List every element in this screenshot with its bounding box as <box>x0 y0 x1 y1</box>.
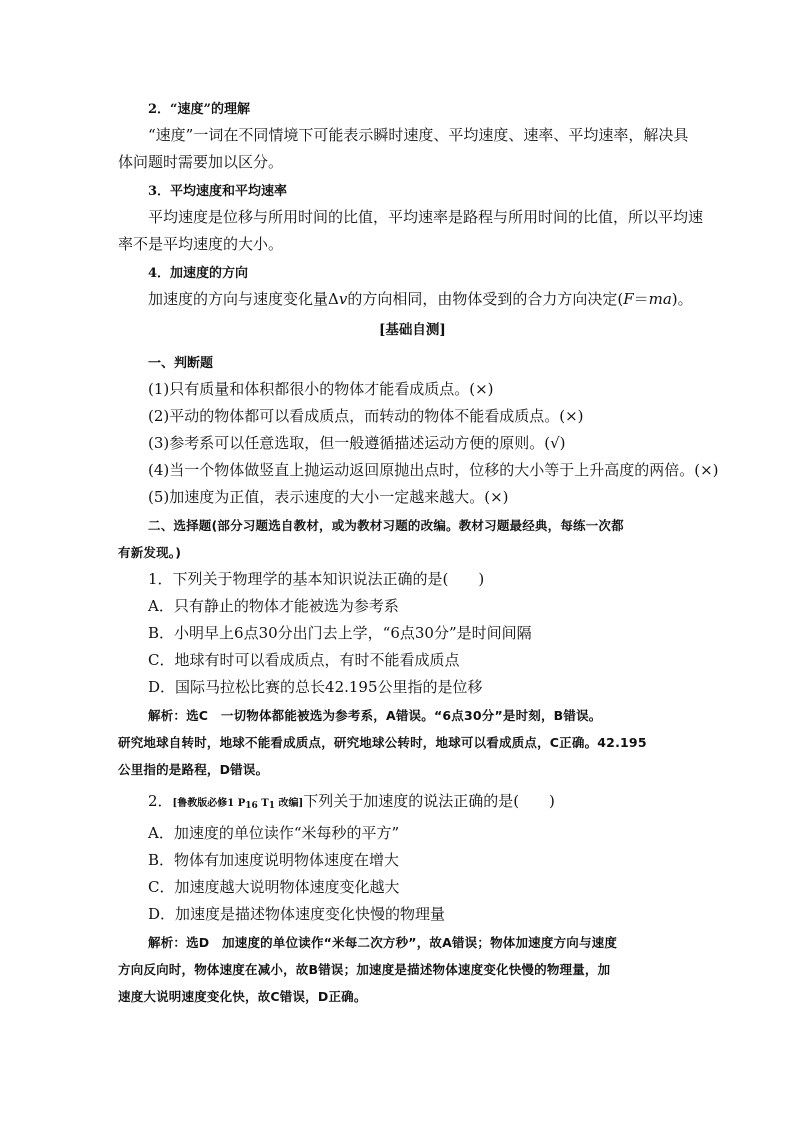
question-2-option-d: D．加速度是描述物体速度变化快慢的物理量 <box>148 905 446 923</box>
paragraph-line: 平均速度是位移与所用时间的比值，平均速率是路程与所用时间的比值，所以平均速 <box>148 208 704 226</box>
judgment-item: (1)只有质量和体积都很小的物体才能看成质点。(×) <box>148 380 494 398</box>
part2-heading: 有新发现。) <box>118 545 182 560</box>
question-1-option-b: B．小明早上6点30分出门去上学，“6点30分”是时间间隔 <box>148 624 532 642</box>
judgment-item: (5)加速度为正值，表示速度的大小一定越来越大。(×) <box>148 488 509 506</box>
part2-heading: 二、选择题(部分习题选自教材，或为教材习题的改编。教材习题最经典，每练一次都 <box>148 518 624 533</box>
paragraph-line: “速度”一词在不同情境下可能表示瞬时速度、平均速度、速率、平均速率，解决具 <box>148 126 689 144</box>
heading-speed-understanding: 2．“速度”的理解 <box>148 102 251 117</box>
question-2-source: [鲁教版必修1 P16 T1 改编] <box>172 798 304 811</box>
question-1-explanation: 解析：选C 一切物体都能被选为参考系，A错误。“6点30分”是时刻，B错误。 <box>148 708 602 723</box>
question-1-option-c: C．地球有时可以看成质点，有时不能看成质点 <box>148 651 460 669</box>
self-test-title: [基础自测] <box>379 322 446 338</box>
paragraph-line: 率不是平均速度的大小。 <box>118 235 284 253</box>
question-2-explanation: 解析：选D 加速度的单位读作“米每二次方秒”，故A错误；物体加速度方向与速度 <box>148 935 618 950</box>
paragraph-line: 体问题时需要加以区分。 <box>118 153 284 171</box>
question-1-option-d: D．国际马拉松比赛的总长42.195公里指的是位移 <box>148 678 483 696</box>
part1-heading: 一、判断题 <box>148 356 214 371</box>
question-1-stem: 1．下列关于物理学的基本知识说法正确的是( ) <box>148 570 485 588</box>
heading-average-speed: 3．平均速度和平均速率 <box>148 184 288 199</box>
judgment-item: (2)平动的物体都可以看成质点，而转动的物体不能看成质点。(×) <box>148 407 584 425</box>
question-1-explanation: 公里指的是路程，D错误。 <box>118 762 269 777</box>
question-1-option-a: A．只有静止的物体才能被选为参考系 <box>148 597 399 615</box>
question-1-explanation: 研究地球自转时，地球不能看成质点，研究地球公转时，地球可以看成质点，C正确。42.195 <box>118 735 647 750</box>
judgment-item: (4)当一个物体做竖直上抛运动返回原抛出点时，位移的大小等于上升高度的两倍。(×) <box>148 461 719 479</box>
question-2-option-c: C．加速度越大说明物体速度变化越大 <box>148 878 400 896</box>
paragraph-line: 加速度的方向与速度变化量Δv的方向相同，由物体受到的合力方向决定(F＝ma)。 <box>148 290 693 308</box>
heading-acceleration-direction: 4．加速度的方向 <box>148 266 249 281</box>
judgment-item: (3)参考系可以任意选取，但一般遵循描述运动方便的原则。(√) <box>148 434 566 452</box>
question-2-option-a: A．加速度的单位读作“米每秒的平方” <box>148 824 400 842</box>
question-2-option-b: B．物体有加速度说明物体速度在增大 <box>148 851 400 869</box>
question-2-stem: 2．[鲁教版必修1 P16 T1 改编]下列关于加速度的说法正确的是( ) <box>148 792 555 811</box>
question-2-explanation: 方向反向时，物体速度在减小，故B错误；加速度是描述物体速度变化快慢的物理量，加 <box>118 962 611 977</box>
question-2-explanation: 速度大说明速度变化快，故C错误，D正确。 <box>118 989 367 1004</box>
